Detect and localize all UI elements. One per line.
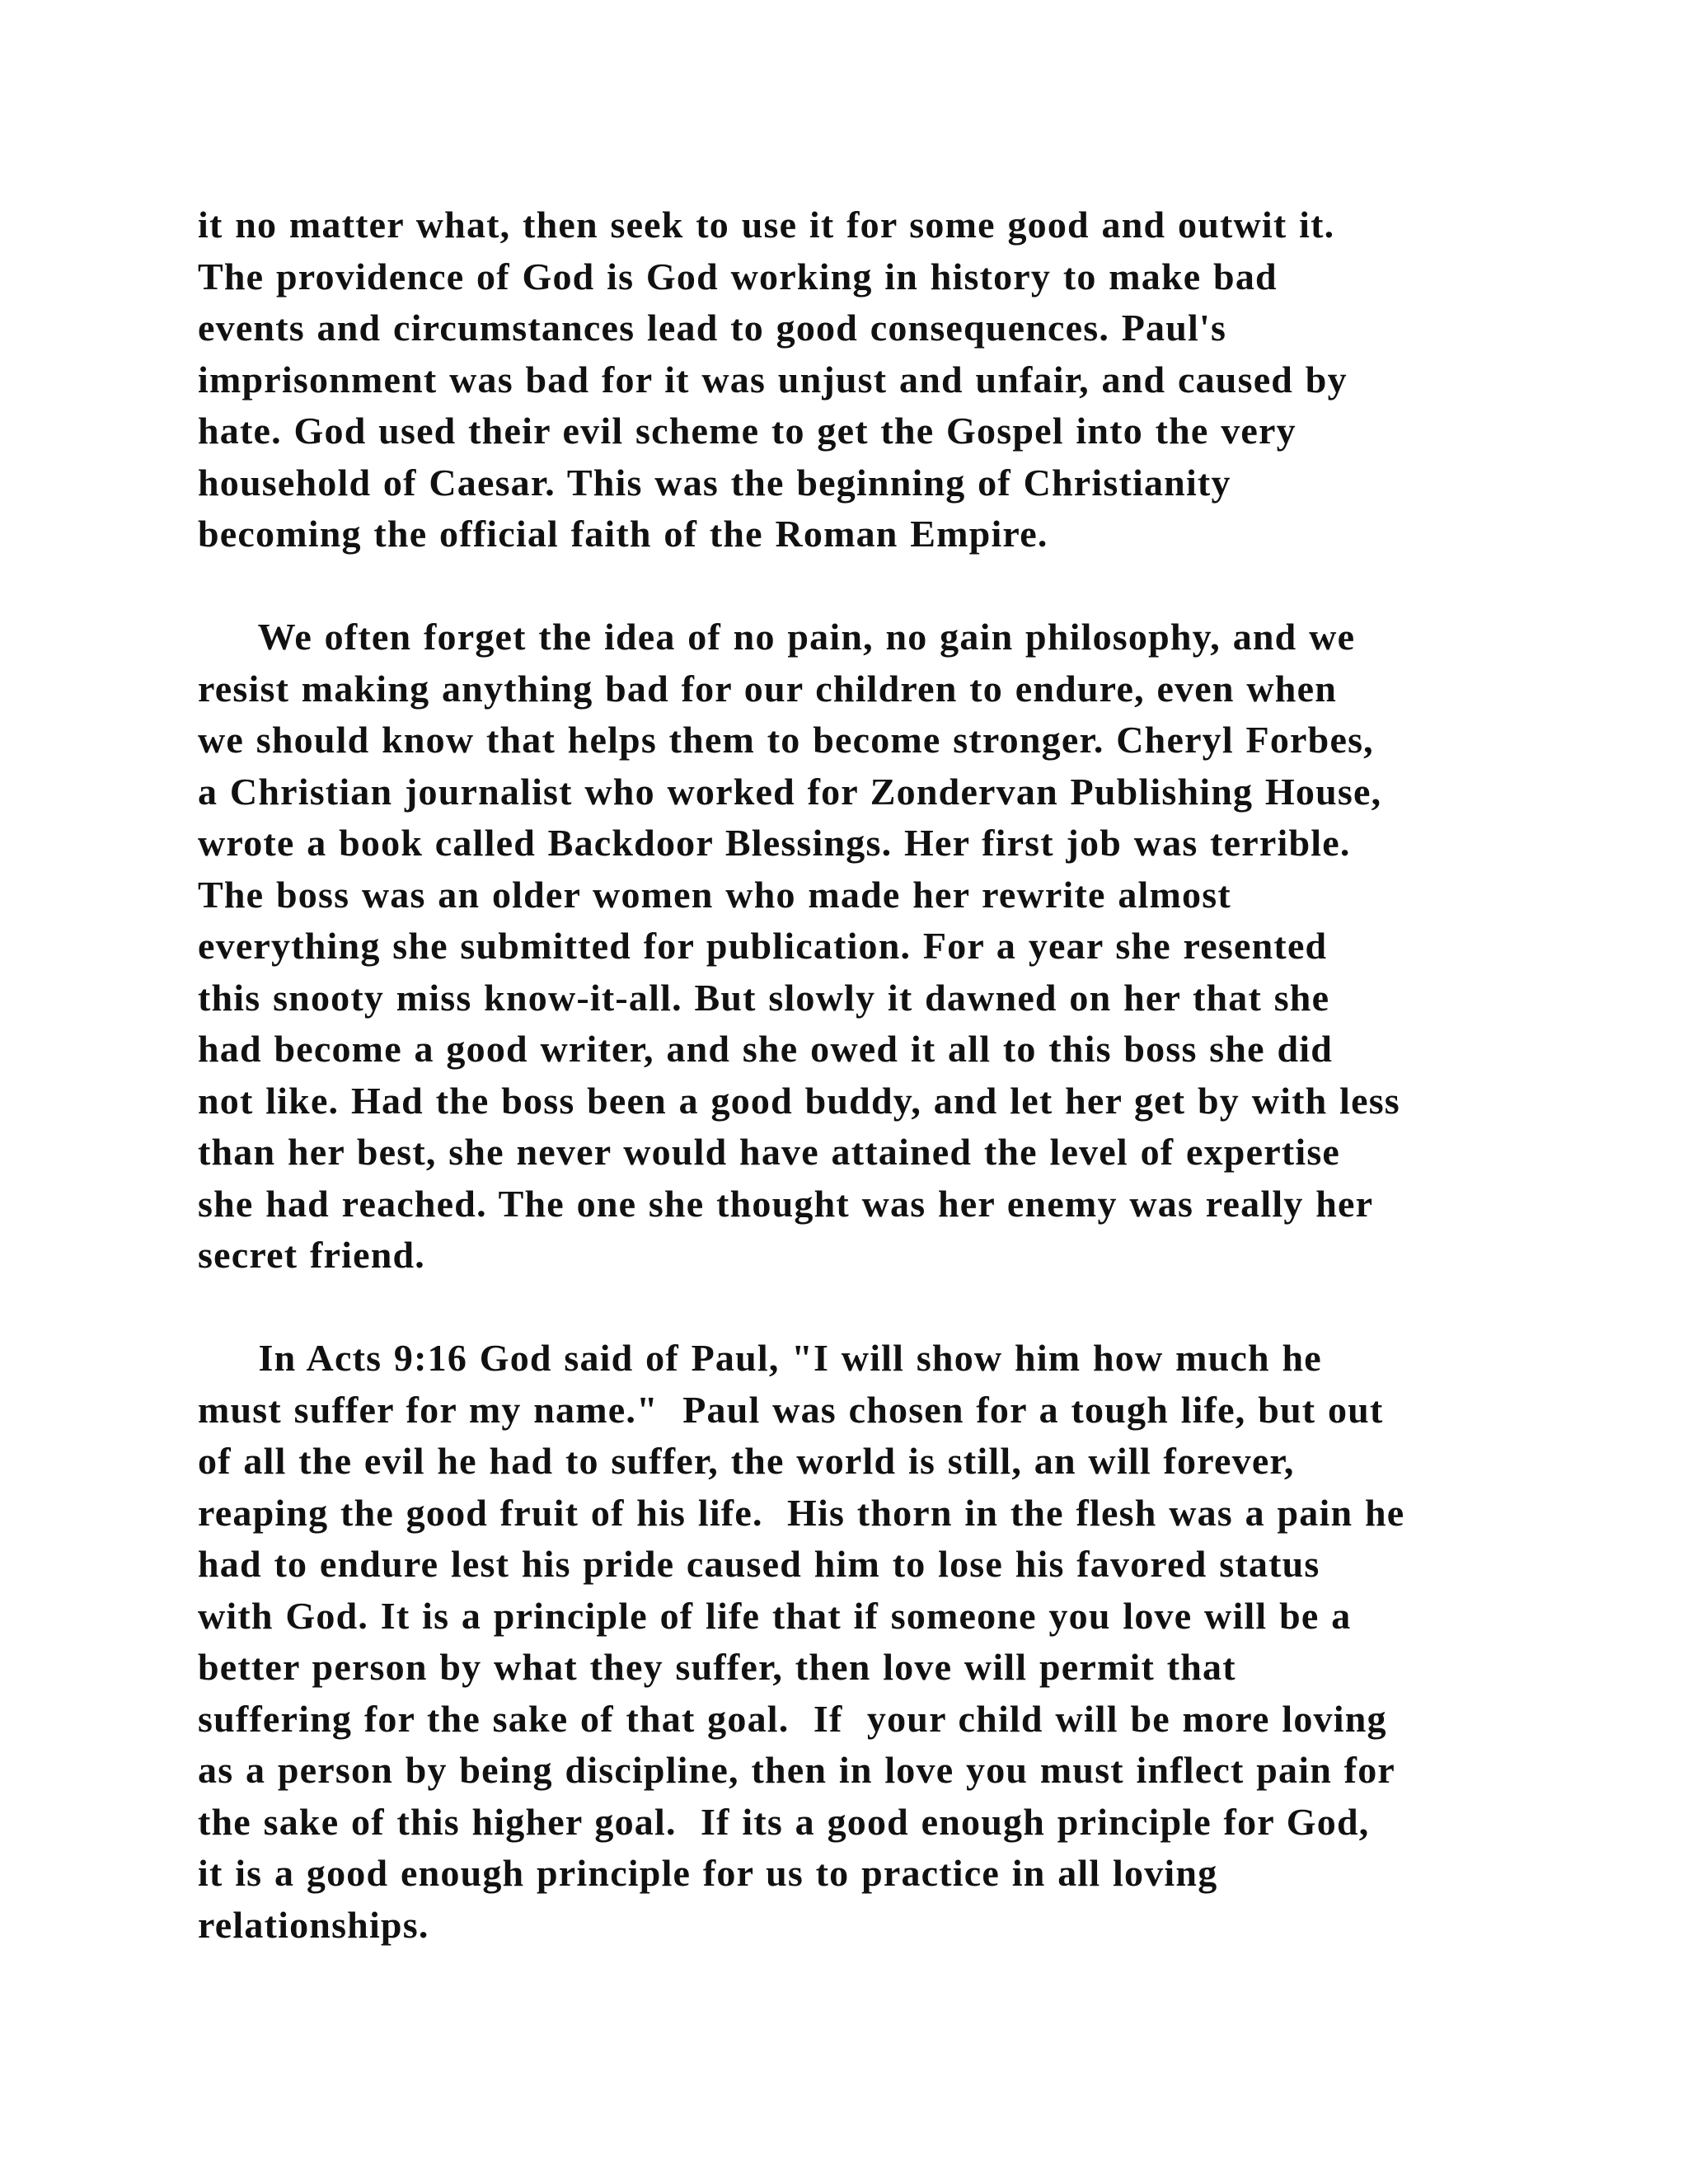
text-line: reaping the good fruit of his life. His thorn in the flesh was a pain he bbox=[198, 1491, 1405, 1534]
text-line: The providence of God is God working in history to make bad bbox=[198, 255, 1278, 298]
text-line: better person by what they suffer, then love will permit that bbox=[198, 1646, 1236, 1688]
text-line: everything she submitted for publication. For a year she resented bbox=[198, 925, 1328, 967]
text-line: this snooty miss know-it-all. But slowly it dawned on her that she bbox=[198, 976, 1330, 1019]
text-line: In Acts 9:16 God said of Paul, "I will show him how much he bbox=[198, 1337, 1322, 1379]
text-line: events and circumstances lead to good consequences. Paul's bbox=[198, 307, 1227, 349]
text-line: it is a good enough principle for us to practice in all loving bbox=[198, 1852, 1218, 1894]
text-line: had become a good writer, and she owed it all to this boss she did bbox=[198, 1028, 1334, 1070]
text-line: imprisonment was bad for it was unjust and unfair, and caused by bbox=[198, 358, 1348, 401]
text-line: with God. It is a principle of life that if someone you love will be a bbox=[198, 1594, 1352, 1637]
text-line: relationships. bbox=[198, 1903, 429, 1946]
text-line: it no matter what, then seek to use it for some good and outwit it. bbox=[198, 204, 1335, 246]
text-line: The boss was an older women who made her rewrite almost bbox=[198, 873, 1231, 916]
text-line: We often forget the idea of no pain, no gain philosophy, and we bbox=[198, 616, 1356, 658]
text-line: the sake of this higher goal. If its a good enough principle for God, bbox=[198, 1800, 1370, 1843]
paragraph-1 bbox=[198, 199, 1517, 560]
text-line: wrote a book called Backdoor Blessings. Her first job was terrible. bbox=[198, 822, 1351, 864]
text-line: suffering for the sake of that goal. If your child will be more loving bbox=[198, 1697, 1387, 1740]
text-line: she had reached. The one she thought was her enemy was really her bbox=[198, 1182, 1374, 1225]
text-line: than her best, she never would have attained the level of expertise bbox=[198, 1131, 1341, 1173]
text-line: had to endure lest his pride caused him to lose his favored status bbox=[198, 1543, 1320, 1585]
text-line: secret friend. bbox=[198, 1234, 425, 1276]
paragraph-2 bbox=[198, 612, 1517, 1282]
text-line: becoming the official faith of the Roman Empire. bbox=[198, 513, 1048, 555]
text-line: not like. Had the boss been a good buddy, and let her get by with less bbox=[198, 1079, 1400, 1122]
text-line: of all the evil he had to suffer, the world is still, an will forever, bbox=[198, 1440, 1295, 1482]
text-line: we should know that helps them to become stronger. Cheryl Forbes, bbox=[198, 719, 1374, 761]
text-line: a Christian journalist who worked for Zondervan Publishing House, bbox=[198, 770, 1382, 813]
text-line: household of Caesar. This was the beginning of Christianity bbox=[198, 461, 1231, 504]
text-line: resist making anything bad for our children to endure, even when bbox=[198, 667, 1337, 710]
text-line: as a person by being discipline, then in love you must inflect pain for bbox=[198, 1749, 1396, 1791]
text-line: hate. God used their evil scheme to get the Gospel into the very bbox=[198, 410, 1296, 452]
text-line: must suffer for my name." Paul was chosen for a tough life, but out bbox=[198, 1388, 1384, 1431]
paragraph-3 bbox=[198, 1333, 1517, 1951]
